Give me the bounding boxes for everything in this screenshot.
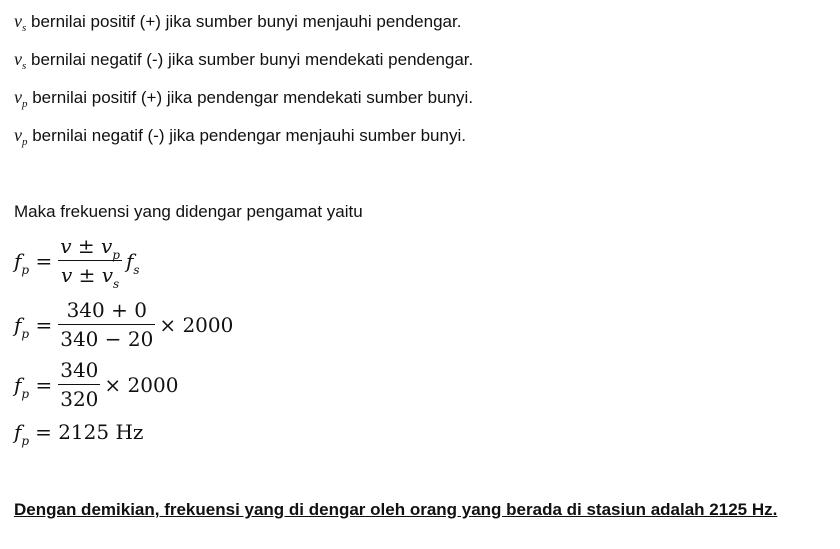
multiplier: × 2000 [104, 372, 179, 397]
subscript-p: p [22, 98, 28, 110]
equation-lhs: $f_p$ [14, 420, 30, 448]
rule-line-vp-negative [14, 125, 466, 146]
fraction-denominator: 320 [60, 387, 99, 411]
multiplier: × 2000 [159, 312, 234, 337]
subscript-s: s [22, 60, 27, 72]
fraction-numerator: 340 + 0 [58, 298, 155, 325]
rule-text: bernilai negatif (-) jika sumber bunyi mendekati pendengar. [26, 50, 474, 69]
rule-line-vp-positive [14, 87, 473, 108]
intro-text: Maka frekuensi yang didengar pengamat yaitu [14, 202, 363, 221]
simplified-fraction [58, 358, 100, 411]
source-frequency: $f_s$ [125, 248, 140, 277]
rule-line-vs-negative [14, 49, 473, 70]
variable-v: v [14, 87, 22, 107]
fraction-denominator: $v \pm v_s$ [60, 263, 120, 291]
rule-text: bernilai positif (+) jika pendengar mendekati sumber bunyi. [27, 88, 474, 107]
subscript-s: s [22, 22, 27, 34]
variable-v: v [14, 49, 22, 69]
subscript-p: p [22, 136, 28, 148]
equation-simplified [14, 358, 178, 411]
rule-text: bernilai negatif (-) jika pendengar menjauhi sumber bunyi. [27, 126, 466, 145]
rule-line-vs-positive [14, 11, 461, 32]
variable-v: v [14, 11, 22, 31]
fraction-numerator: 340 [58, 358, 100, 385]
fraction-denominator: 340 − 20 [60, 327, 154, 351]
variable-v: v [14, 125, 22, 145]
equation-result [14, 420, 144, 448]
equation-formula [14, 234, 140, 291]
equation-lhs: $f_p$ = [14, 312, 53, 341]
equation-lhs: $f_p$ = [14, 372, 53, 401]
conclusion-text: Dengan demikian, frekuensi yang di dengar oleh orang yang berada di stasiun adalah 2125 Hz. [14, 500, 778, 519]
formula-fraction [58, 234, 122, 291]
equation-substitution [14, 298, 233, 351]
substitution-fraction [58, 298, 155, 351]
rule-text: bernilai positif (+) jika sumber bunyi menjauhi pendengar. [26, 12, 462, 31]
fraction-numerator: $v \pm v_p$ [60, 234, 120, 262]
equation-lhs: $f_p$ = [14, 248, 53, 277]
result-value: = 2125 Hz [35, 420, 144, 444]
